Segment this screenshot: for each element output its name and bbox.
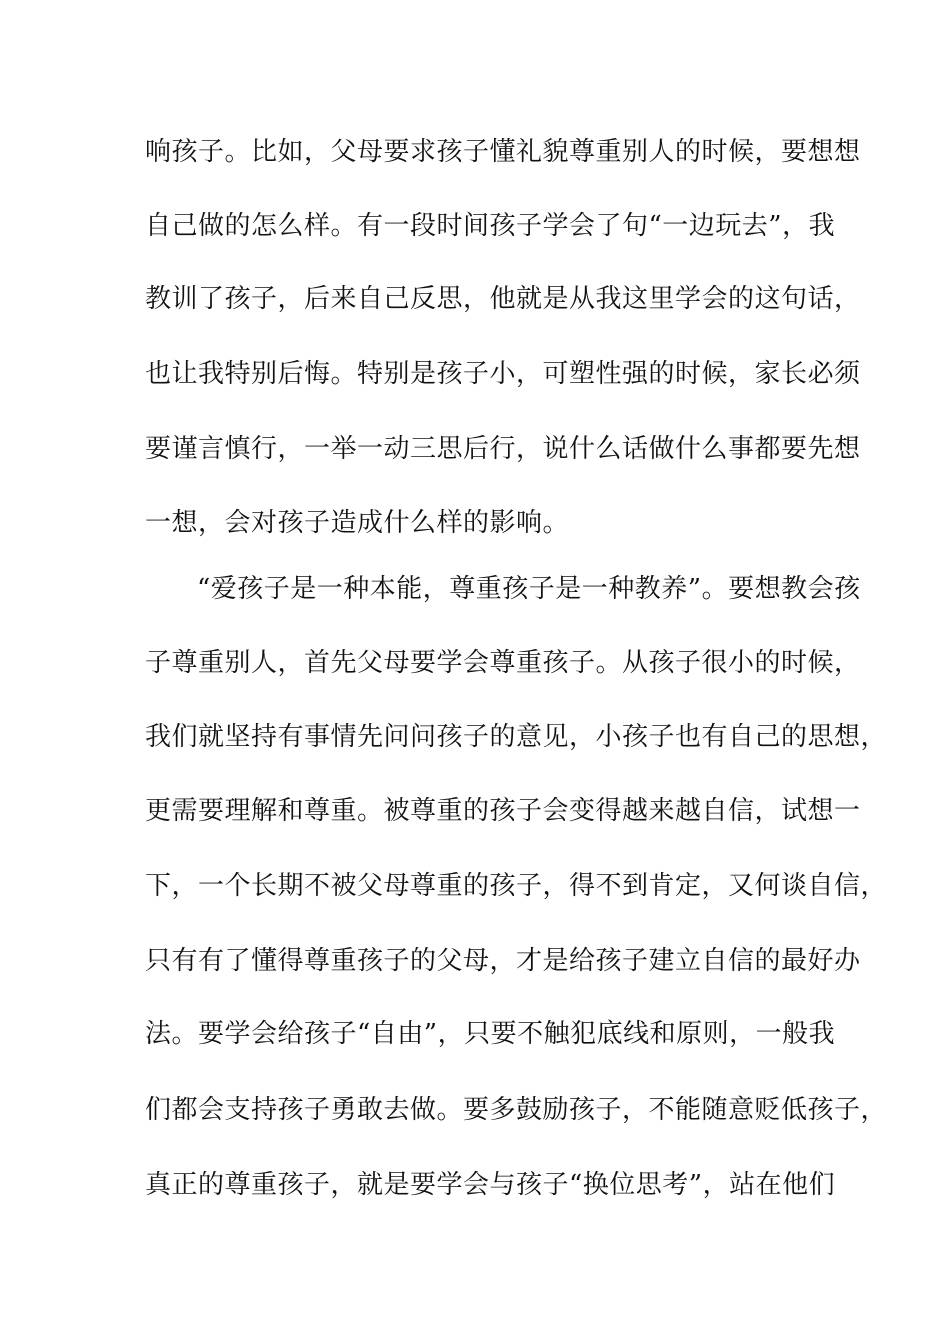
text-line: 响孩子。比如，父母要求孩子懂礼貌尊重别人的时候，要想想 (145, 137, 861, 167)
text-line: 一想，会对孩子造成什么样的影响。 (145, 508, 570, 538)
text-line: 自己做的怎么样。有一段时间孩子学会了句“一边玩去”，我 (145, 211, 836, 241)
text-line: 只有有了懂得尊重孩子的父母，才是给孩子建立自信的最好办 (145, 946, 861, 976)
text-line: 我们就坚持有事情先问问孩子的意见，小孩子也有自己的思想， (145, 722, 888, 752)
text-line: 子尊重别人，首先父母要学会尊重孩子。从孩子很小的时候， (145, 648, 861, 678)
text-line: 要谨言慎行，一举一动三思后行，说什么话做什么事都要先想 (145, 434, 861, 464)
text-line: 真正的尊重孩子，就是要学会与孩子“换位思考”，站在他们 (145, 1170, 836, 1200)
text-line: 更需要理解和尊重。被尊重的孩子会变得越来越自信，试想一 (145, 796, 861, 826)
text-line: 们都会支持孩子勇敢去做。要多鼓励孩子，不能随意贬低孩子， (145, 1095, 888, 1125)
text-line: 法。要学会给孩子“自由”，只要不触犯底线和原则，一般我 (145, 1019, 836, 1049)
text-line: 下，一个长期不被父母尊重的孩子，得不到肯定，又何谈自信， (145, 871, 888, 901)
paragraph-first-line: “爱孩子是一种本能，尊重孩子是一种教养”。要想教会孩 (197, 574, 861, 604)
text-line: 教训了孩子，后来自己反思，他就是从我这里学会的这句话， (145, 284, 861, 314)
text-line: 也让我特别后悔。特别是孩子小，可塑性强的时候，家长必须 (145, 359, 861, 389)
